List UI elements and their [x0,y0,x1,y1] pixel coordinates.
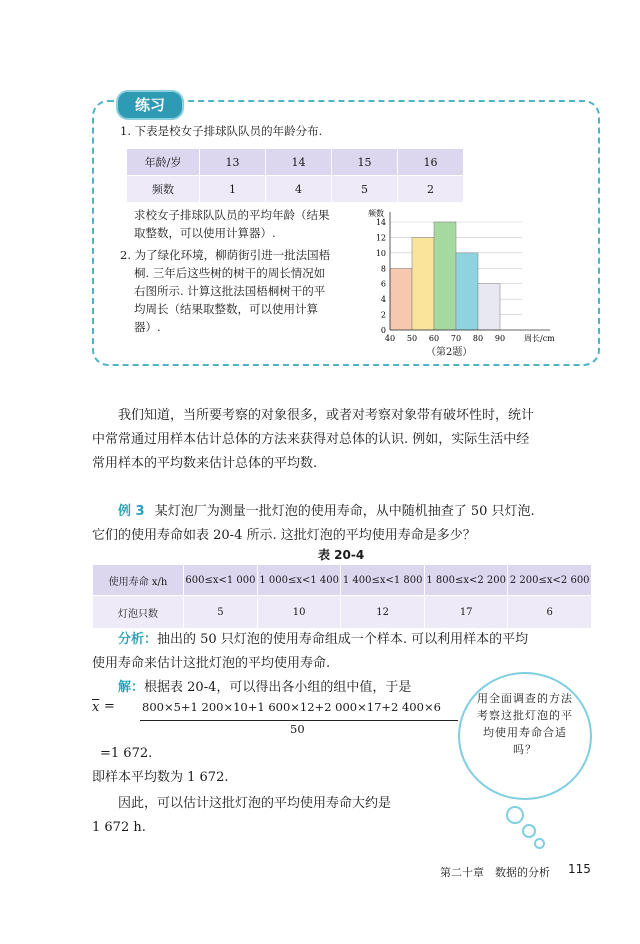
solution-text: 根据表 20-4，可以得出各小组的组中值，于是 [144,680,412,695]
paragraph-line: 常用样本的平均数来估计总体的平均数. [92,456,318,471]
x-tick-label: 40 [384,334,396,343]
y-tick-label: 8 [380,264,386,274]
y-tick-label: 14 [375,218,386,227]
x-tick-label: 50 [406,334,418,343]
age-header: 年龄/岁 [127,149,200,176]
conclusion-line-2: 1 672 h. [92,820,146,835]
q2-line: 桐. 三年后这些树的树干的周长情况如 [134,266,326,280]
page-number: 115 [568,862,591,876]
freq-cell: 4 [266,176,332,203]
solution-label: 解： [118,680,145,695]
solution-line-1 [118,676,411,700]
result-line: =1 672. [100,746,153,761]
lifespan-table [92,564,592,629]
bulb-count-header: 灯泡只数 [93,596,184,629]
fraction-bar [140,720,458,721]
freq-header: 频数 [127,176,200,203]
histogram-bar [478,284,500,330]
x-tick-label: 70 [450,334,462,343]
lifespan-range: 1 400≤x<1 800 [341,565,425,596]
example-label: 例 3 [118,504,145,519]
histogram-bar [456,253,478,330]
bulb-count: 10 [257,596,341,629]
lifespan-range: 600≤x<1 000 [184,565,258,596]
freq-cell: 5 [332,176,398,203]
conclusion-line-1: 因此，可以估计这批灯泡的平均使用寿命大约是 [118,796,392,811]
histogram-bar [434,222,456,330]
analysis-line-2: 使用寿命来估计这批灯泡的平均使用寿命. [92,656,331,671]
analysis-text: 抽出的 50 只灯泡的使用寿命组成一个样本. 可以利用样本的平均 [157,632,529,647]
chapter-title: 第二十章 数据的分析 [440,866,550,879]
histogram-chart [360,206,572,356]
cloud-bubble [506,806,524,824]
example-line-2: 它们的使用寿命如表 20-4 所示. 这批灯泡的平均使用寿命是多少？ [92,528,476,543]
x-tick-label: 80 [472,334,484,343]
q2-line: 右图所示. 计算这批法国梧桐树干的平 [134,284,326,298]
y-tick-label: 2 [380,310,386,320]
cloud-bubble [522,824,536,838]
q2-line: 器）. [134,320,161,334]
age-cell: 13 [200,149,266,176]
y-axis-label: 频数 [368,209,384,218]
q2-line: 2. 为了绿化环境，柳荫街引进一批法国梧 [120,248,331,262]
cloud-question: 用全面调查的方法考察这批灯泡的平均使用寿命合适吗？ [477,692,573,756]
analysis-line-1 [118,628,528,652]
lifespan-range: 1 000≤x<1 400 [257,565,341,596]
exercise-tag: 练习 [116,90,184,120]
y-tick-label: 10 [375,248,386,258]
age-cell: 14 [266,149,332,176]
q1-text: 1. 下表是校女子排球队队员的年龄分布. [120,124,323,138]
chart-caption: （第2题） [426,347,473,358]
freq-cell: 2 [398,176,464,203]
equals-sign: = [104,699,115,714]
lifespan-range: 2 200≤x<2 600 [508,565,592,596]
x-axis-label: 周长/cm [524,334,555,343]
analysis-label: 分析： [118,632,158,647]
lifespan-range: 1 800≤x<2 200 [424,565,508,596]
paragraph-line: 我们知道，当所要考察的对象很多，或者对考察对象带有破坏性时，统计 [118,408,535,423]
x-tick-label: 90 [494,334,506,343]
y-tick-label: 4 [380,295,386,305]
q1-tail-1: 求校女子排球队队员的平均年龄（结果 [134,208,330,222]
lifespan-header: 使用寿命 x/h [93,565,184,596]
y-tick-label: 0 [380,326,386,335]
age-cell: 16 [398,149,464,176]
bulb-count: 6 [508,596,592,629]
x-bar: $\overline{x}$ [92,700,100,715]
freq-cell: 1 [200,176,266,203]
bulb-count: 17 [424,596,508,629]
fraction-numerator: 800×5+1 200×10+1 600×12+2 000×17+2 400×6 [142,700,441,714]
example-line-1 [118,500,535,524]
fraction-denominator: 50 [290,722,305,736]
histogram-bar [390,268,412,330]
y-tick-label: 6 [380,279,386,289]
paragraph-line: 中常常通过用样本估计总体的方法来获得对总体的认识. 例如，实际生活中经 [92,432,530,447]
q1-tail-2: 取整数，可以使用计算器）. [134,226,276,240]
x-tick-label: 60 [428,334,440,343]
histogram-bar [412,237,434,330]
bulb-count: 5 [184,596,258,629]
cloud-bubble [534,838,545,849]
bulb-count: 12 [341,596,425,629]
table-title: 表 20-4 [318,548,365,562]
y-tick-label: 12 [375,233,386,243]
mean-line: 即样本平均数为 1 672. [92,770,229,785]
q2-line: 均周长（结果取整数，可以使用计算 [134,302,318,316]
example-text: 某灯泡厂为测量一批灯泡的使用寿命，从中随机抽查了 50 只灯泡. [154,504,535,519]
age-cell: 15 [332,149,398,176]
age-table [126,148,464,203]
